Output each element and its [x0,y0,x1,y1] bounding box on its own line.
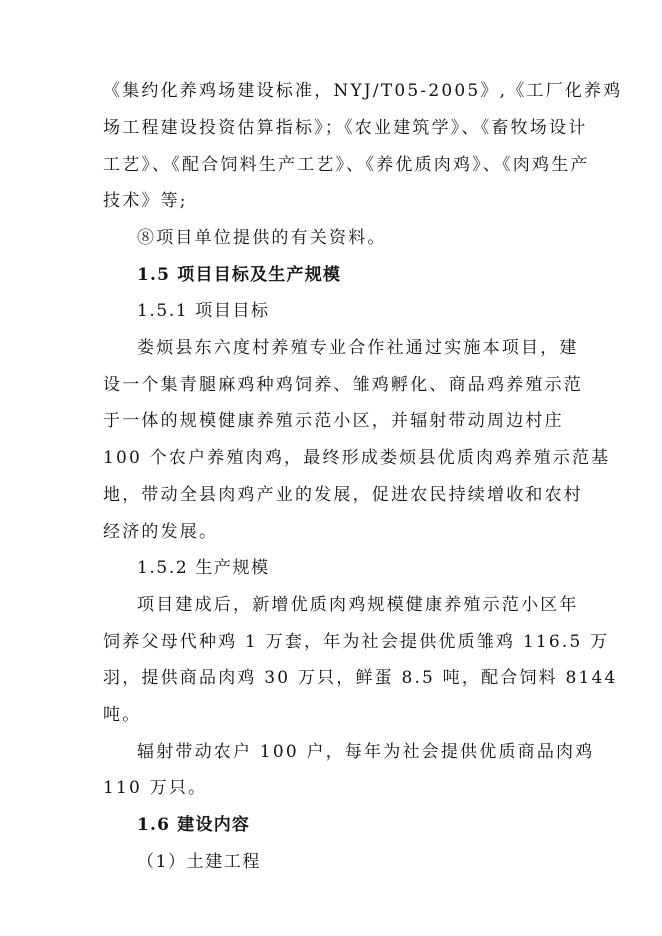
paragraph-line: 地，带动全县肉鸡产业的发展，促进农民持续增收和农村 [103,485,583,505]
paragraph-line: 技术》等; [103,191,188,211]
paragraph-line: 娄烦县东六度村养殖专业合作社通过实施本项目，建 [137,338,579,358]
paragraph-line: 100 个农户养殖肉鸡，最终形成娄烦县优质肉鸡养殖示范基 [103,448,611,468]
paragraph-line: 经济的发展。 [103,522,219,542]
list-item-line: ⑧项目单位提供的有关资料。 [137,228,387,248]
paragraph-line: 吨。 [103,705,142,725]
paragraph-line: 辐射带动农户 100 户，每年为社会提供优质商品肉鸡 [137,742,595,762]
section-heading: 1.5 项目目标及生产规模 [137,265,342,285]
paragraph-line: 设一个集青腿麻鸡种鸡饲养、雏鸡孵化、商品鸡养殖示范 [103,375,583,395]
paragraph-line: 羽，提供商品肉鸡 30 万只，鲜蛋 8.5 吨，配合饲料 8144 [103,668,618,688]
subsection-heading: 1.5.2 生产规模 [137,558,270,578]
subsection-heading: 1.5.1 项目目标 [137,301,270,321]
paragraph-line: 饲养父母代种鸡 1 万套，年为社会提供优质雏鸡 116.5 万 [103,632,610,652]
list-item-line: （1）土建工程 [137,852,262,872]
paragraph-line: 于一体的规模健康养殖示范小区，并辐射带动周边村庄 [103,411,564,431]
section-heading: 1.6 建设内容 [137,815,251,835]
paragraph-line: 项目建成后，新增优质肉鸡规模健康养殖示范小区年 [137,595,579,615]
paragraph-line: 场工程建设投资估算指标》；《农业建筑学》、《畜牧场设计 [103,118,588,138]
paragraph-line: 110 万只。 [103,778,208,798]
paragraph-line: 《集约化养鸡场建设标准，NYJ/T05-2005》,《工厂化养鸡 [103,81,623,101]
paragraph-line: 工艺》、《配合饲料生产工艺》、《养优质肉鸡》、《肉鸡生产 [103,155,590,175]
